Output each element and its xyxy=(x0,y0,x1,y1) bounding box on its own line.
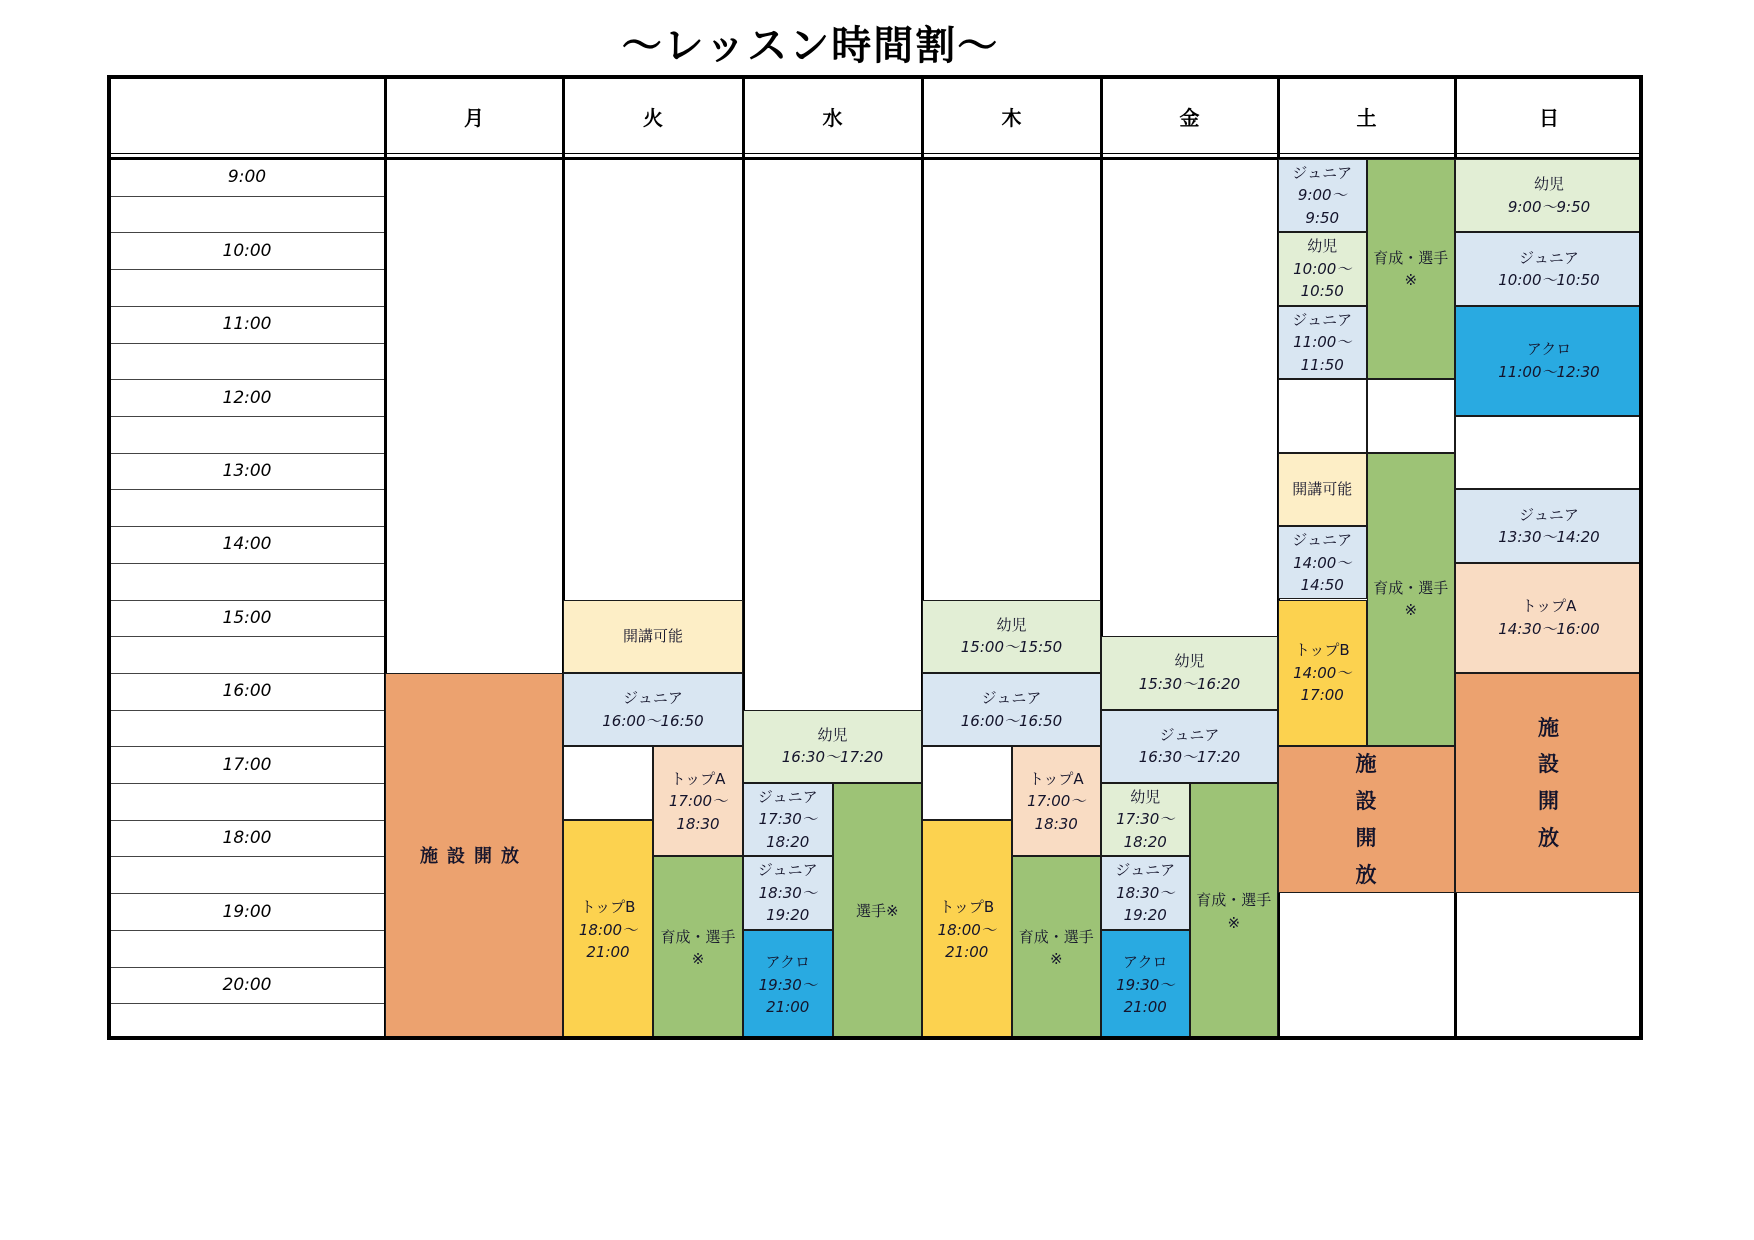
lesson-name: 育成・選手 xyxy=(1196,891,1272,909)
day-header: 月 xyxy=(464,105,484,130)
lesson-name: 放 xyxy=(1355,862,1378,887)
lesson-name: 育成・選手 xyxy=(1373,248,1449,267)
lesson-name: 設 xyxy=(1355,789,1378,813)
lesson-name: 幼児 xyxy=(1174,652,1205,671)
lesson-time: 19:30～ xyxy=(1116,975,1175,994)
lesson-time: 17:00～ xyxy=(1027,792,1086,811)
lesson-time: 21:00 xyxy=(766,998,810,1017)
lesson-time: 9:00～9:50 xyxy=(1507,197,1591,216)
lesson-name: 幼児 xyxy=(1533,175,1564,194)
lesson-name: トップA xyxy=(1521,597,1577,616)
lesson-time: 18:20 xyxy=(1123,832,1167,851)
lesson-name: ジュニア xyxy=(1292,531,1353,550)
lesson-name: トップB xyxy=(580,898,636,917)
lesson-time: 18:00～ xyxy=(937,920,996,939)
lesson-time: 19:20 xyxy=(1123,906,1167,925)
lesson-name: 施 xyxy=(1538,715,1560,740)
lesson-time: 9:50 xyxy=(1305,208,1340,227)
lesson-name: ※ xyxy=(1227,913,1241,932)
lesson-name: 開 xyxy=(1538,789,1560,814)
day-header: 土 xyxy=(1356,105,1377,130)
lesson-name: ジュニア xyxy=(757,861,818,880)
lesson-name: 幼児 xyxy=(1130,787,1161,806)
lesson-name: アクロ xyxy=(765,953,811,972)
lesson-time: 11:00～12:30 xyxy=(1498,362,1600,381)
lesson-time: 19:20 xyxy=(766,906,810,925)
lesson-time: 14:50 xyxy=(1300,576,1344,595)
lesson-name: トップB xyxy=(939,898,995,917)
lesson-time: 10:50 xyxy=(1300,282,1344,301)
lesson-time: 18:30 xyxy=(676,814,720,833)
time-label: 9:00 xyxy=(227,167,267,188)
time-label: 14:00 xyxy=(222,534,272,555)
lesson-name: ジュニア xyxy=(757,787,818,806)
time-label: 12:00 xyxy=(222,387,272,408)
lesson-name: 育成・選手 xyxy=(660,927,736,946)
lesson-name: ジュニア xyxy=(1519,248,1579,267)
lesson-time: 17:30～ xyxy=(758,810,817,829)
day-header: 木 xyxy=(1001,105,1022,130)
time-label: 10:00 xyxy=(222,240,272,261)
lesson-name: 開講可能 xyxy=(1292,480,1353,499)
lesson-name: ジュニア xyxy=(1159,725,1220,744)
lesson-name: アクロ xyxy=(1122,953,1168,972)
lesson-name: 育成・選手 xyxy=(1018,927,1094,946)
lesson-name: 設 xyxy=(1538,752,1560,777)
lesson-time: 21:00 xyxy=(586,943,630,962)
lesson-name: 開 xyxy=(1355,825,1378,850)
lesson-time: 16:30～17:20 xyxy=(781,748,884,767)
lesson-time: 11:00～ xyxy=(1293,333,1352,352)
lesson-time: 17:00 xyxy=(1300,686,1344,705)
lesson-time: 18:30 xyxy=(1034,814,1078,833)
lesson-time: 17:30～ xyxy=(1116,810,1175,829)
lesson-name: ※ xyxy=(691,950,705,969)
lesson-name: 開講可能 xyxy=(622,626,683,645)
lesson-name: トップA xyxy=(670,769,726,788)
lesson-name: 施 xyxy=(1355,752,1378,777)
time-label: 11:00 xyxy=(222,314,272,335)
lesson-time: 18:20 xyxy=(766,832,810,851)
lesson-name: ※ xyxy=(1404,601,1418,620)
lesson-time: 15:30～16:20 xyxy=(1138,674,1241,693)
lesson-name: 育成・選手 xyxy=(1373,578,1449,597)
day-header: 水 xyxy=(822,105,843,130)
day-header: 日 xyxy=(1539,105,1559,130)
lesson-time: 14:00～ xyxy=(1293,663,1352,682)
lesson-time: 21:00 xyxy=(1123,998,1167,1017)
lesson-name: トップB xyxy=(1294,641,1350,660)
lesson-time: 11:50 xyxy=(1300,355,1344,374)
lesson-time: 10:00～ xyxy=(1293,259,1352,278)
time-label: 17:00 xyxy=(222,754,272,775)
time-label: 16:00 xyxy=(222,681,272,702)
lesson-name: トップA xyxy=(1028,769,1084,788)
time-label: 19:00 xyxy=(222,901,272,922)
lesson-name: 放 xyxy=(1538,825,1560,850)
lesson-name: ジュニア xyxy=(1292,163,1353,182)
lesson-name: ジュニア xyxy=(1519,505,1579,524)
lesson-time: 16:00～16:50 xyxy=(602,711,704,730)
lesson-time: 17:00～ xyxy=(668,792,728,811)
lesson-name: 施設開放 xyxy=(420,845,528,867)
page-title: ～レッスン時間割～ xyxy=(621,22,1000,69)
lesson-time: 14:00～ xyxy=(1293,553,1352,572)
day-header: 金 xyxy=(1179,105,1200,130)
lesson-time: 18:00～ xyxy=(578,920,638,939)
lesson-name: 幼児 xyxy=(817,725,848,744)
lesson-time: 18:30～ xyxy=(1116,883,1175,902)
time-label: 15:00 xyxy=(222,607,272,628)
lesson-time: 18:30～ xyxy=(758,883,817,902)
lesson-time: 13:30～14:20 xyxy=(1498,528,1600,547)
lesson-name: ※ xyxy=(1049,950,1063,969)
lesson-time: 14:30～16:00 xyxy=(1498,619,1600,638)
lesson-name: 選手※ xyxy=(855,902,899,921)
lesson-name: ジュニア xyxy=(1115,861,1176,880)
timetable-frame xyxy=(107,75,1643,1040)
time-label: 13:00 xyxy=(222,461,272,481)
time-label: 18:00 xyxy=(222,828,272,849)
day-header: 火 xyxy=(643,105,663,130)
lesson-time: 19:30～ xyxy=(758,975,817,994)
lesson-name: アクロ xyxy=(1526,340,1572,359)
lesson-time: 21:00 xyxy=(945,943,989,962)
lesson-time: 15:00～15:50 xyxy=(960,638,1063,657)
lesson-name: 幼児 xyxy=(1307,237,1338,256)
lesson-name: ※ xyxy=(1404,271,1418,290)
lesson-time: 10:00～10:50 xyxy=(1498,271,1600,290)
lesson-name: ジュニア xyxy=(623,689,683,708)
lesson-time: 9:00～ xyxy=(1297,186,1347,205)
lesson-name: ジュニア xyxy=(1292,310,1353,329)
lesson-name: ジュニア xyxy=(981,689,1042,708)
lesson-time: 16:30～17:20 xyxy=(1138,748,1241,767)
lesson-time: 16:00～16:50 xyxy=(960,711,1063,730)
lesson-name: 幼児 xyxy=(996,615,1027,634)
time-label: 20:00 xyxy=(222,974,272,995)
